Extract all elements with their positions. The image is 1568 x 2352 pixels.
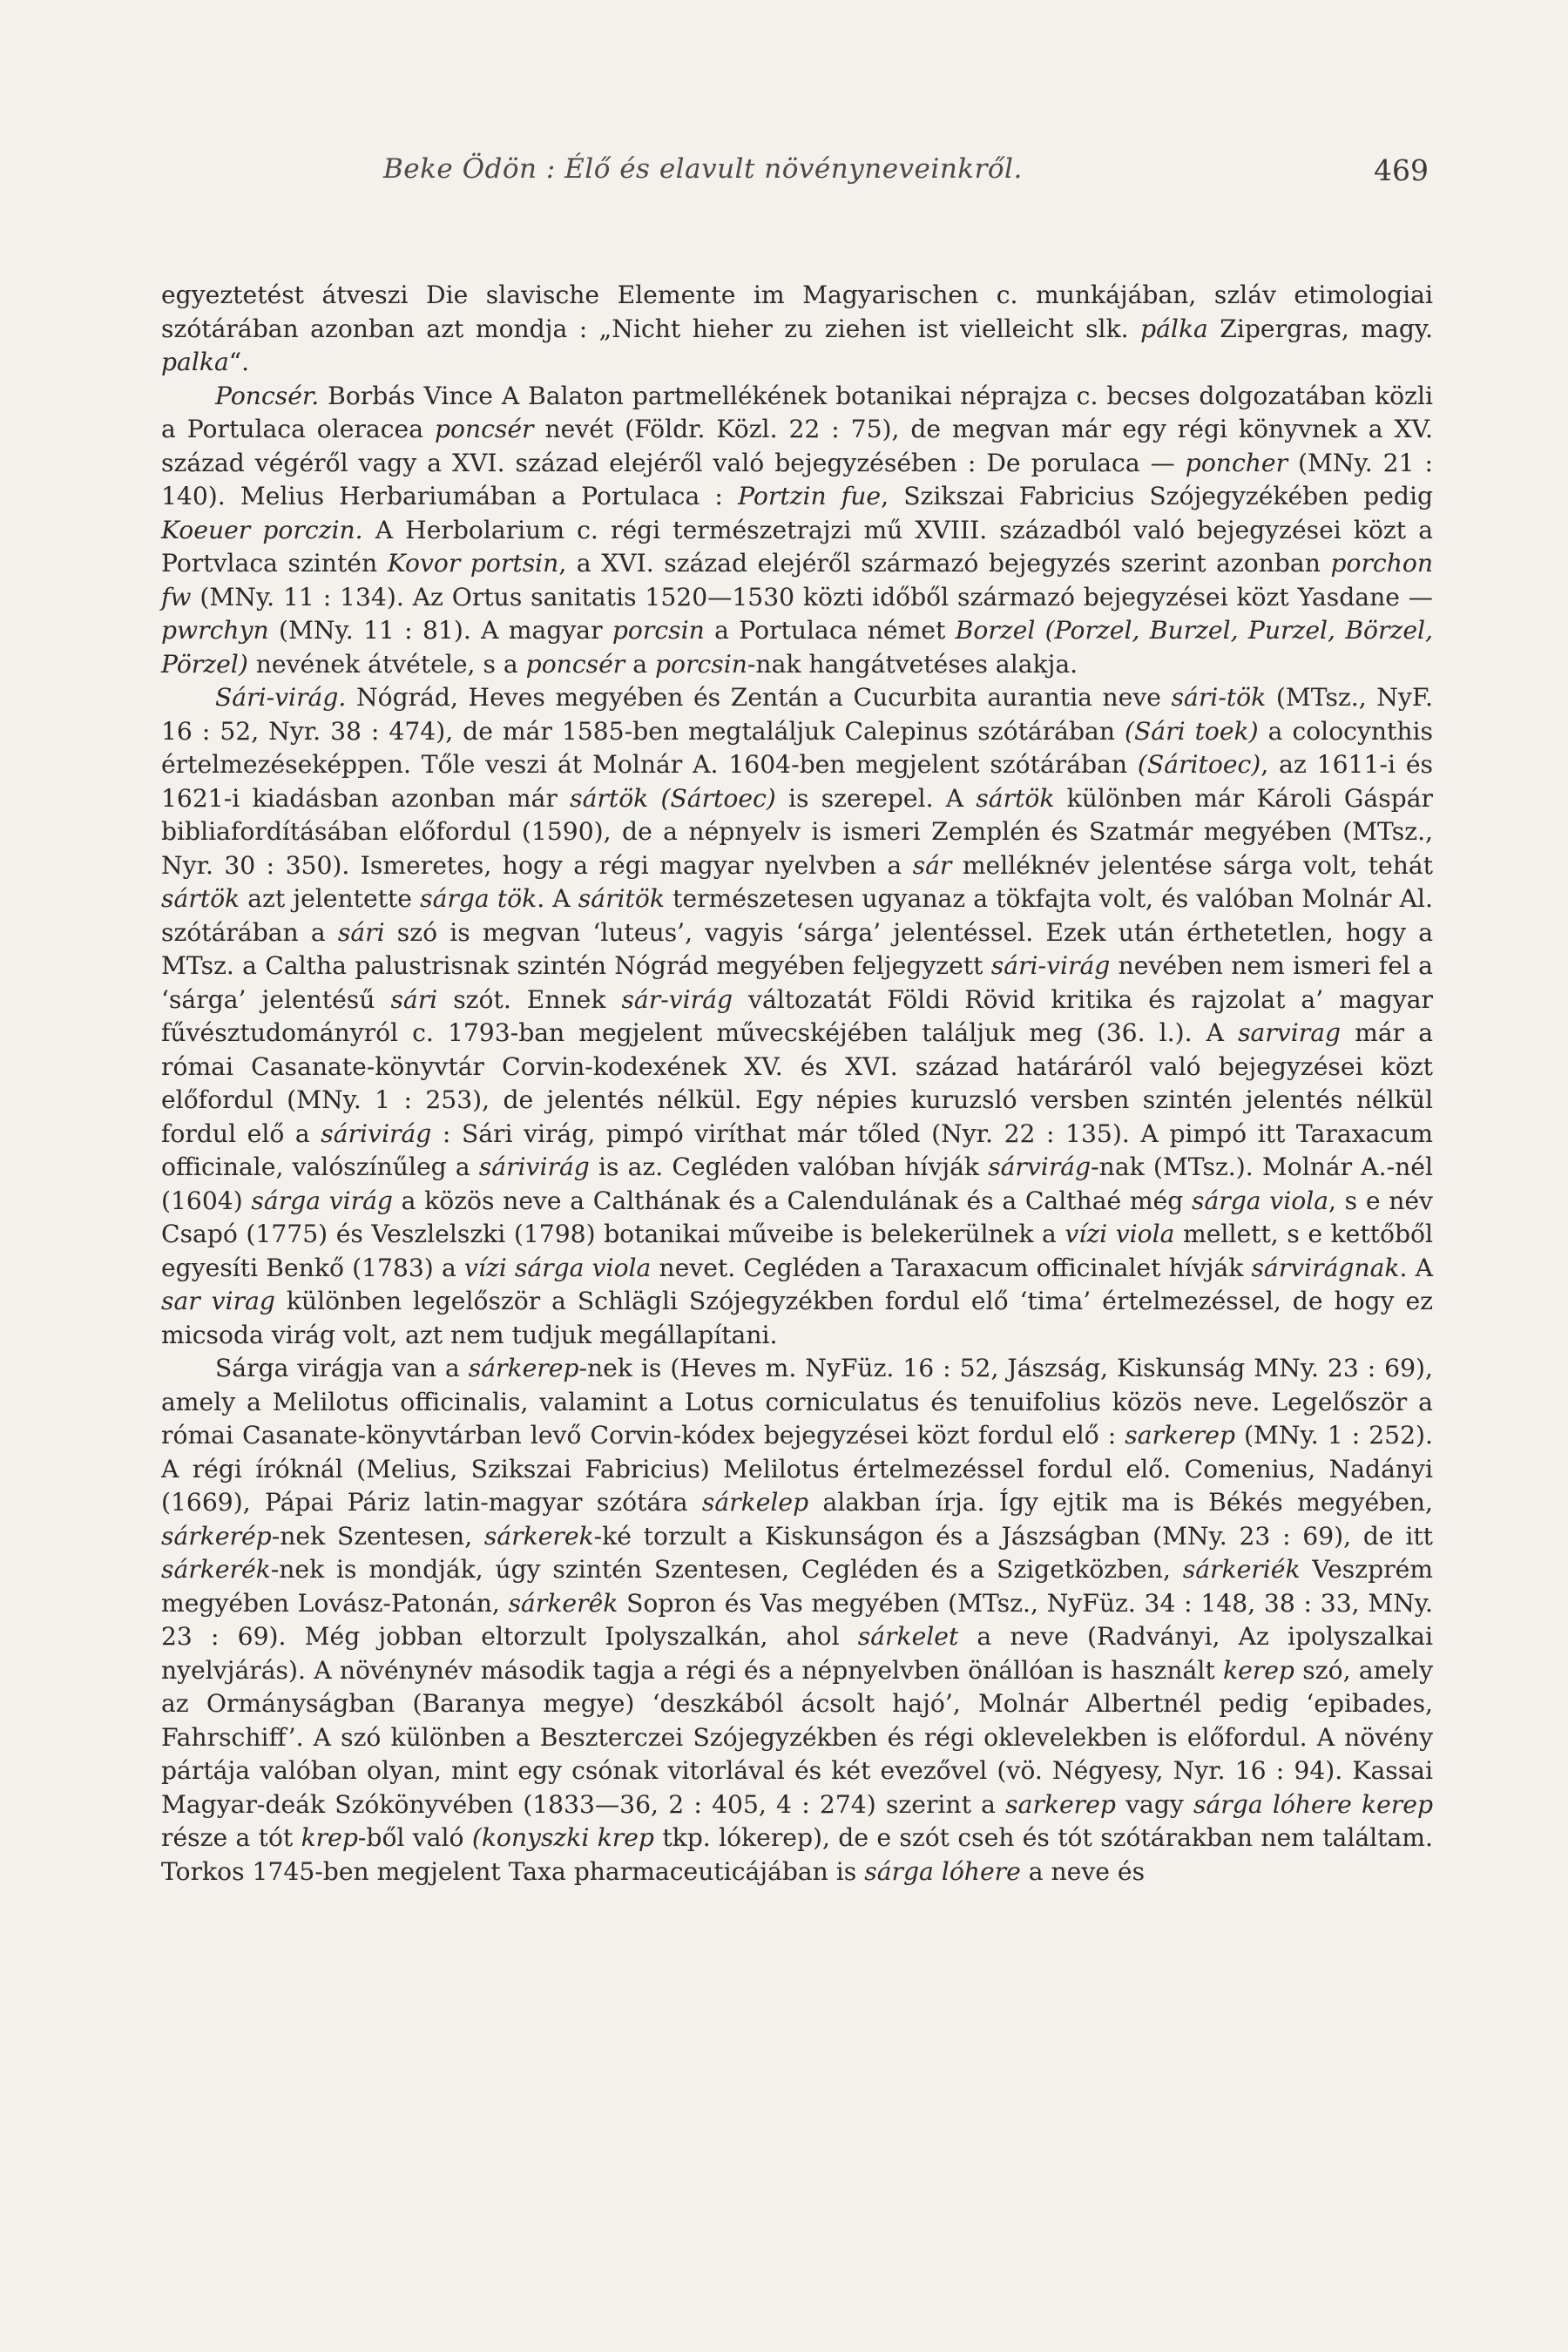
italic-term: sárga viola	[1192, 1186, 1329, 1215]
text-run: változatát Földi Rövid kritika és rajzolat a’ magyar fűvésztudományról c. 1793-ban megjelent művecskéjében találjuk meg (36. l.). A	[161, 984, 1433, 1047]
text-run: nevét (Földr. Közl. 22 : 75), de megvan már egy régi könyvnek a XV. század végéről vagy a XVI. század elejéről való bejegyzésében : De porulaca —	[161, 415, 1433, 477]
italic-term: sáritök	[578, 884, 665, 913]
text-run: , s e név Csapó (1775) és Veszlelszki (1798) botanikai műveibe is belekerülnek a	[161, 1186, 1433, 1248]
italic-term: Portzin fue	[738, 482, 882, 510]
italic-term: sárivirág	[478, 1152, 590, 1181]
italic-term: sártök	[976, 783, 1055, 813]
italic-term: sárga lóhere kerep	[1193, 1789, 1434, 1819]
text-run: (MNy. 11 : 81). A magyar	[268, 616, 612, 645]
italic-term: sárkerék	[161, 1555, 271, 1584]
text-run: szó is megvan ‘luteus’, vagyis ‘sárga’ jelentéssel. Ezek után érthetetlen, hogy a MTsz. a Caltha palustrisnak szintén Nógrád megyében feljegyzett	[161, 917, 1433, 980]
text-run: Sárga virágja van a	[215, 1354, 469, 1382]
text-run: mellett, s e kettőből egyesíti Benkő (1783) a	[161, 1220, 1433, 1282]
text-run: . A	[1399, 1253, 1433, 1282]
text-run: szót. Ennek	[437, 984, 622, 1014]
italic-term: sártök (Sártoec)	[570, 783, 776, 813]
italic-term: poncher	[1185, 448, 1288, 477]
italic-term: (Sáritoec)	[1137, 750, 1261, 779]
text-run: -ké torzult a Kiskunságon és a Jászságban (MNy. 23 : 69), de itt	[593, 1521, 1433, 1551]
text-run: tkp. lókerep), de e szót cseh és tót szótárakban nem találtam. Torkos 1745-ben megjelent Taxa pharmaceuticájában is	[161, 1823, 1433, 1886]
text-run: (MNy. 1 : 252). A régi íróknál (Melius, Szikszai Fabricius) Melilotus értelmezéssel fordul elő. Comenius, Nadányi (1669), Pápai Páriz latin-magyar szótára	[161, 1421, 1433, 1517]
italic-term: sárivirág	[321, 1119, 432, 1148]
text-run: -ből való	[357, 1823, 472, 1852]
italic-term: sarkerep	[1125, 1421, 1235, 1450]
italic-term: porchon fw	[161, 549, 1433, 612]
italic-term: sárga lóhere	[864, 1856, 1021, 1886]
italic-term: sárga tök	[420, 884, 537, 913]
text-run: Sopron és Vas megyében (MTsz., NyFüz. 34 : 148, 38 : 33, MNy. 23 : 69). Még jobban eltorzult Ipolyszalkán, ahol	[161, 1588, 1434, 1651]
italic-term: sárvirág	[988, 1152, 1092, 1181]
text-run: (MNy. 11 : 134). Az Ortus sanitatis 1520—1530 közti időből származó bejegyzései közt Yasdane —	[191, 582, 1433, 612]
italic-term: vízi sárga viola	[463, 1253, 652, 1282]
page-number: 469	[1374, 153, 1429, 187]
italic-term: sári	[390, 984, 438, 1014]
text-run: különben már Károli Gáspár bibliafordításában előfordul (1590), de a népnyelv is ismeri Zemplén és Szatmár megyében (MTsz., Nyr. 30 : 350). Ismeretes, hogy a régi magyar nyelvben a	[161, 783, 1434, 880]
italic-term: Sári-virág.	[215, 683, 347, 712]
italic-term: sárga virág	[251, 1186, 393, 1215]
text-run: Veszprém megyében Lovász-Patonán,	[161, 1555, 1434, 1618]
italic-term: sárkelet	[857, 1622, 959, 1651]
italic-term: sári	[337, 917, 385, 947]
italic-term: sárkerep	[468, 1354, 579, 1382]
text-run: (MTsz., NyF. 16 : 52, Nyr. 38 : 474), de már 1585-ben megtaláljuk Calepinus szótárában	[161, 683, 1433, 746]
text-run: , Szikszai Fabricius Szójegyzékében pedig	[881, 482, 1433, 510]
text-run: -nak hangátvetéses alakja.	[747, 649, 1078, 679]
text-run: is szerepel. A	[775, 783, 977, 813]
italic-term: sárvirágnak	[1251, 1253, 1400, 1282]
italic-term: Kovor portsin	[387, 549, 559, 578]
italic-term: Koeuer porczin.	[161, 515, 363, 544]
italic-term: (konyszki krep	[471, 1823, 654, 1852]
italic-term: sárkerêk	[508, 1588, 618, 1618]
italic-term: porcsin	[654, 649, 747, 679]
italic-term: palka	[161, 348, 229, 376]
text-run: a	[625, 649, 655, 679]
italic-term: kerep	[1223, 1655, 1294, 1685]
body-text	[161, 279, 1433, 1889]
paragraph	[161, 380, 1433, 682]
text-run: a Portulaca német	[704, 616, 956, 645]
italic-term: pwrchyn	[161, 616, 269, 645]
text-run: nevet. Cegléden a Taraxacum officinalet hívják	[651, 1253, 1252, 1282]
italic-term: sárkerek	[483, 1521, 594, 1551]
italic-term: Borzel (Porzel, Burzel, Purzel, Börzel, Pörzel)	[161, 616, 1433, 679]
paragraph	[161, 681, 1433, 1352]
text-run: egyeztetést átveszi Die slavische Elemente im Magyarischen c. munkájában, szláv etimologiai szótárában azonban azt mondja : „Nicht hieher zu ziehen ist vielleicht slk.	[161, 280, 1433, 343]
text-run: , az 1611-i és 1621-i kiadásban azonban már	[161, 750, 1433, 813]
text-run: része a tót	[161, 1823, 301, 1852]
text-run: (MNy. 21 : 140). Melius Herbariumában a Portulaca :	[161, 448, 1433, 510]
text-run: alakban írja. Így ejtik ma is Békés megyében,	[808, 1488, 1433, 1517]
text-run: Borbás Vince A Balaton partmellékének botanikai néprajza c. becses dolgozatában közli a Portulaca oleracea	[161, 381, 1433, 443]
italic-term: sar virag	[161, 1287, 275, 1315]
italic-term: poncsér	[434, 415, 534, 443]
text-run: . A	[537, 884, 578, 913]
italic-term: (Sári toek)	[1124, 716, 1259, 746]
text-run: Nógrád, Heves megyében és Zentán a Cucurbita aurantia neve	[346, 683, 1172, 712]
paragraph	[161, 1352, 1433, 1889]
italic-term: krep	[301, 1823, 358, 1852]
italic-term: sárkerép	[161, 1521, 272, 1551]
italic-term: sár-virág	[621, 984, 733, 1014]
text-run: szó, amely az Ormányságban (Baranya megye) ‘deszkából ácsolt hajó’, Molnár Albertnél pedig ‘epibades, Fahrschiff’. A szó különben a Beszterczei Szójegyzékben és régi oklevelekben is előfordul. A növény pártája valóban olyan, mint egy csónak vitorlával és két evezővel (vö. Négyesy, Nyr. 16 : 94). Kassai Magyar-deák Szókönyvében (1833—36, 2 : 405, 4 : 274) szerint a	[161, 1655, 1433, 1819]
running-title: Beke Ödön : Élő és elavult növényneveinkről.	[383, 153, 1023, 185]
text-run: a közös neve a Calthának és a Calendulának és a Calthaé még	[392, 1186, 1193, 1215]
italic-term: sárkelep	[701, 1488, 809, 1517]
italic-term: sarvirag	[1238, 1018, 1342, 1047]
text-run: azt jelentette	[240, 884, 421, 913]
text-run: “.	[228, 348, 250, 376]
italic-term: Poncsér.	[215, 381, 320, 410]
italic-term: sári-virág	[990, 951, 1111, 980]
running-head	[157, 153, 1429, 206]
paragraph	[161, 279, 1433, 380]
text-run: már a római Casanate-könyvtár Corvin-kodexének XV. és XVI. század határáról való bejegyzései közt előfordul (MNy. 1 : 253), de jelentés nélkül. Egy népies kuruzsló versben szintén jelentés nélkül fordul elő a	[161, 1018, 1434, 1148]
italic-term: poncsér	[525, 649, 625, 679]
text-run: -nak (MTsz.). Molnár A.-nél (1604)	[161, 1152, 1433, 1215]
text-run: a neve és	[1020, 1856, 1146, 1886]
text-run: -nek is (Heves m. NyFüz. 16 : 52, Jászság, Kiskunság MNy. 23 : 69), amely a Melilotus officinalis, valamint a Lotus corniculatus és tenuifolius közös neve. Legelőször a római Casanate-könyvtárban levő Corvin-kódex bejegyzései közt fordul elő :	[161, 1354, 1434, 1450]
text-run: különben legelőször a Schlägli Szójegyzékben fordul elő ‘tima’ értelmezéssel, de hogy ez micsoda virág volt, azt nem tudjuk megállapítani.	[161, 1287, 1434, 1349]
italic-term: sár	[912, 850, 952, 880]
text-run: Zipergras, magy.	[1207, 314, 1434, 343]
text-run: A Herbolarium c. régi természetrajzi mű XVIII. századból való bejegyzései közt a Portvlaca szintén	[161, 515, 1433, 578]
text-run: : Sári virág, pimpó viríthat már tőled (Nyr. 22 : 135). A pimpó itt Taraxacum officinale, valószínűleg a	[161, 1119, 1433, 1181]
italic-term: porcsin	[612, 616, 705, 645]
italic-term: sarkerep	[1005, 1789, 1116, 1819]
text-run: természetesen ugyanaz a tökfajta volt, és valóban Molnár Al. szótárában a	[161, 884, 1433, 947]
text-run: vagy	[1115, 1789, 1194, 1819]
text-run: -nek is mondják, úgy szintén Szentesen, Cegléden és a Szigetközben,	[270, 1555, 1183, 1584]
italic-term: sári-tök	[1171, 683, 1267, 712]
text-run: a neve (Radványi, Az ipolyszalkai nyelvjárás). A növénynév második tagja a régi és a népnyelvben önállóan is használt	[161, 1622, 1434, 1685]
text-run: nevében nem ismeri fel a ‘sárga’ jelentésű	[161, 951, 1433, 1014]
italic-term: sártök	[161, 884, 240, 913]
text-run: nevének átvétele, s a	[247, 649, 526, 679]
text-run: -nek Szentesen,	[271, 1521, 484, 1551]
text-run: is az. Cegléden valóban hívják	[589, 1152, 989, 1181]
italic-term: vízi viola	[1064, 1220, 1175, 1248]
text-run: melléknév jelentése sárga volt, tehát	[951, 850, 1434, 880]
italic-term: sárkeriék	[1182, 1555, 1301, 1584]
italic-term: pálka	[1140, 314, 1208, 343]
text-run: a colocynthis értelmezéseképpen. Tőle veszi át Molnár A. 1604-ben megjelent szótárában	[161, 716, 1433, 779]
text-run: , a XVI. század elejéről származó bejegyzés szerint azonban	[558, 549, 1331, 578]
